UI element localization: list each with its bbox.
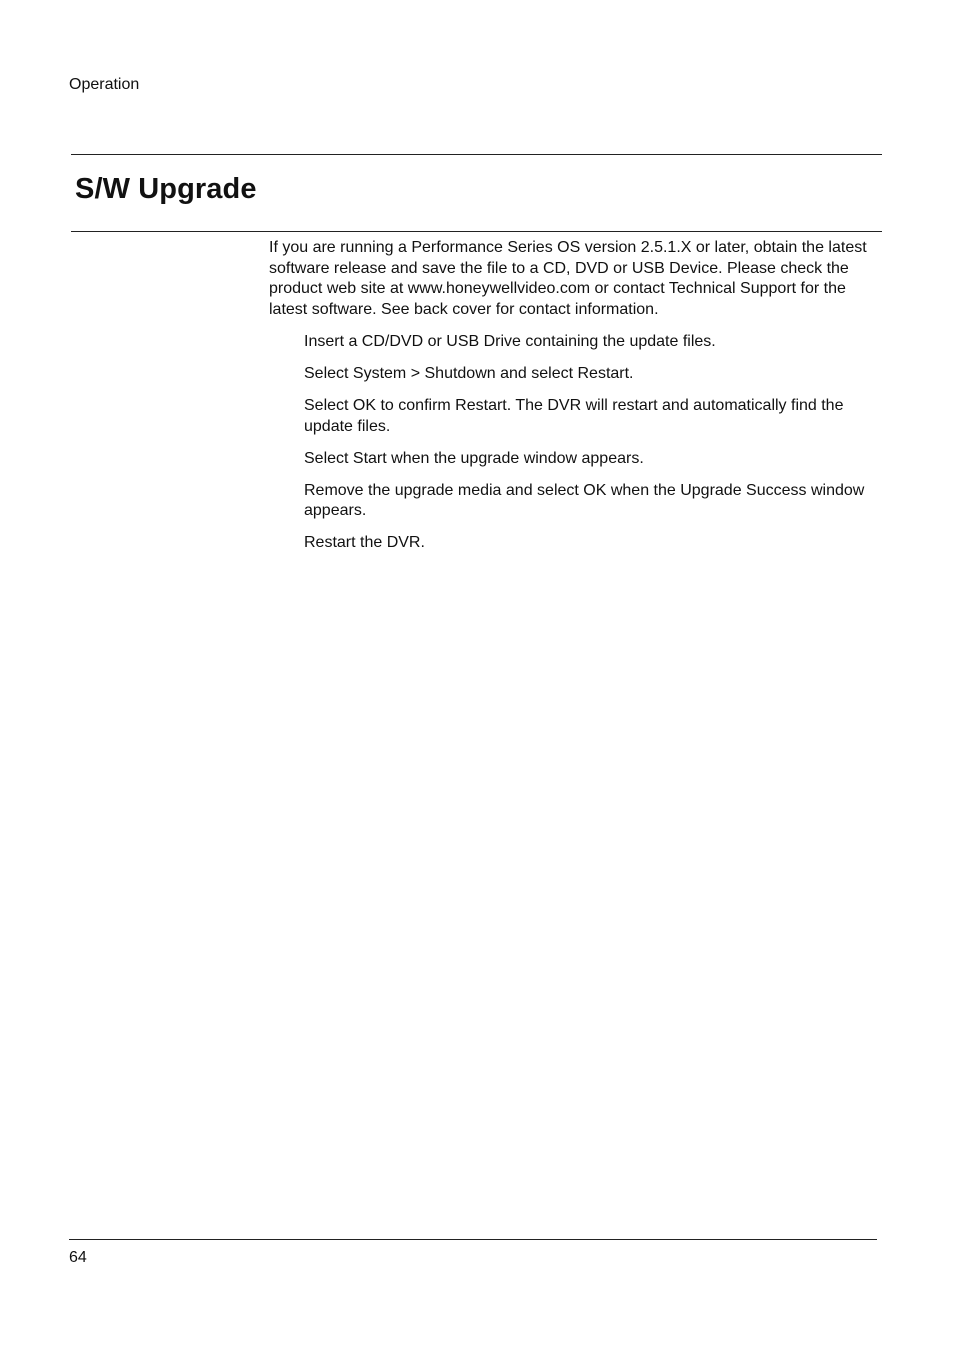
step-item: Select System > Shutdown and select Restart. [304, 365, 634, 382]
section-title: S/W Upgrade [75, 173, 257, 205]
upgrade-steps-list [304, 332, 869, 565]
footer-rule [69, 1239, 877, 1240]
step-item: Select OK to confirm Restart. The DVR will restart and automatically find the update files. [304, 397, 844, 435]
page-number: 64 [69, 1249, 87, 1266]
intro-paragraph: If you are running a Performance Series OS version 2.5.1.X or later, obtain the latest software release and save the file to a CD, DVD or USB Device. Please check the product web site at www.honeywellvideo.com or contact Technical Support for the latest software. See back cover for contact information. [269, 239, 867, 319]
step-item: Remove the upgrade media and select OK when the Upgrade Success window appears. [304, 481, 865, 520]
step-item: Insert a CD/DVD or USB Drive containing the update files. [304, 333, 716, 350]
section-bottom-rule [71, 231, 882, 232]
section-top-rule [71, 154, 882, 155]
step-item: Restart the DVR. [304, 534, 425, 552]
running-header: Operation [69, 76, 140, 93]
step-item: Select Start when the upgrade window appears. [304, 449, 644, 467]
